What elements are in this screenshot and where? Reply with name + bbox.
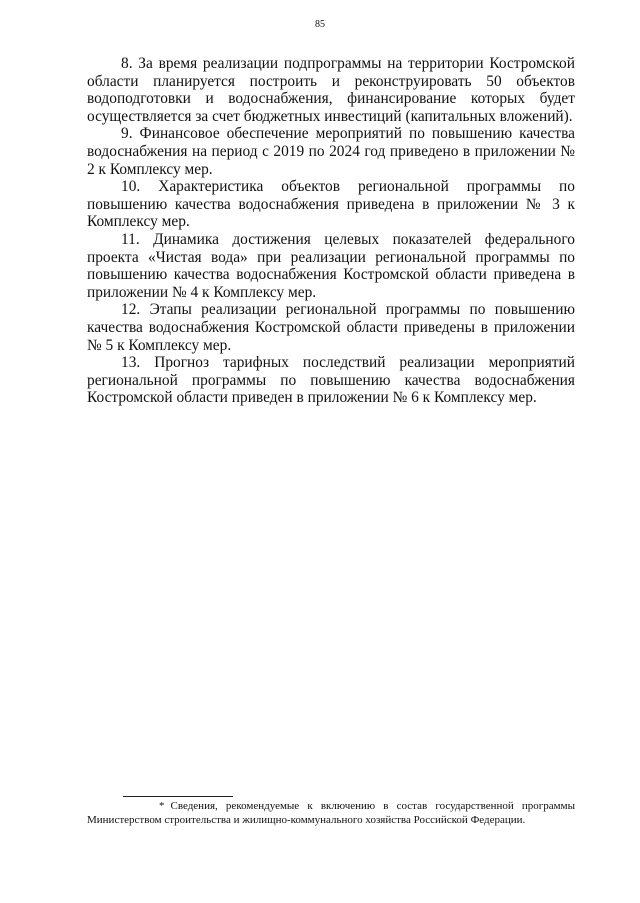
footnote-divider xyxy=(123,796,233,797)
paragraph-13: 13. Прогноз тарифных последствий реализации мероприятий региональной программы по повышению качества водоснабжения Костромской области приведен в приложении № 6 к Комплексу мер. xyxy=(87,354,575,407)
page-number: 85 xyxy=(315,19,325,30)
footnote-text: Сведения, рекомендуемые к включению в состав государственной программы Министерством строительства и жилищно-коммунального хозяйства Российской Федерации. xyxy=(87,800,575,826)
body-text xyxy=(87,55,575,407)
paragraph-8: 8. За время реализации подпрограммы на территории Костромской области планируется построить и реконструировать 50 объектов водоподготовки и водоснабжения, финансирование которых будет осуществляется за счет бюджетных инвестиций (капитальных вложений). xyxy=(87,55,575,125)
footnote xyxy=(87,800,575,827)
paragraph-12: 12. Этапы реализации региональной программы по повышению качества водоснабжения Костромской области приведены в приложении № 5 к Комплексу мер. xyxy=(87,301,575,354)
paragraph-10: 10. Характеристика объектов региональной программы по повышению качества водоснабжения приведена в приложении № 3 к Комплексу мер. xyxy=(87,178,575,231)
footnote-marker: * xyxy=(159,800,165,812)
paragraph-9: 9. Финансовое обеспечение мероприятий по повышению качества водоснабжения на период с 2019 по 2024 год приведено в приложении № 2 к Комплексу мер. xyxy=(87,125,575,178)
paragraph-11: 11. Динамика достижения целевых показателей федерального проекта «Чистая вода» при реализации региональной программы по повышению качества водоснабжения Костромской области приведена в приложении № 4 к Комплексу мер. xyxy=(87,230,575,301)
